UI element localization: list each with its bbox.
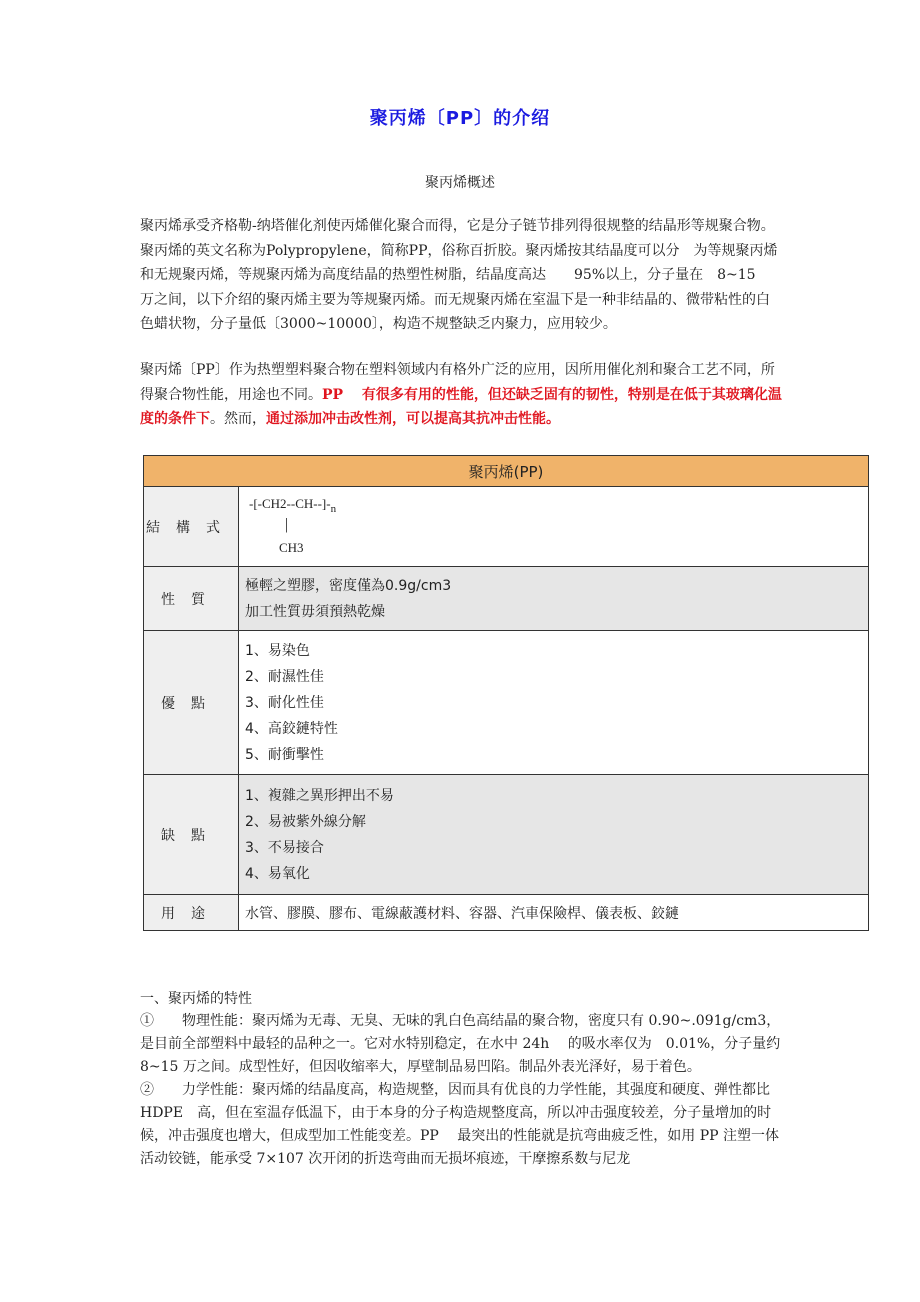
advantages-list <box>239 631 869 775</box>
list-item: 加工性質毋須預熱乾燥 <box>245 603 385 620</box>
list-item: 3、耐化性佳 <box>245 694 324 711</box>
highlight-text-toughness: PP 有很多有用的性能，但还缺乏固有的韧性，特别是在低于其玻璃化温度的条件下 <box>140 386 782 427</box>
list-item: 4、易氧化 <box>245 865 310 882</box>
connector-text: 。然而， <box>210 411 266 427</box>
formula-methyl: CH3 <box>279 539 304 555</box>
disadvantages-list <box>239 775 869 895</box>
list-item: 1、易染色 <box>245 642 310 659</box>
page-title: 聚丙烯〔PP〕的介绍 <box>369 108 551 129</box>
list-item: 2、耐濕性佳 <box>245 668 324 685</box>
overview-paragraph: 聚丙烯承受齐格勒-纳塔催化剂使丙烯催化聚合而得，它是分子链节排列得很规整的结晶形等规聚合物。聚丙烯的英文名称为Polypropylene，简称PP，俗称百折胶。聚丙烯按其结晶度可以分 为等规聚丙烯和无规聚丙烯，等规聚丙烯为高度结晶的热塑性树脂，结晶度高达 95%以上，分子量在 8~15 万之间，以下介绍的聚丙烯主要为等规聚丙烯。而无规聚丙烯在室温下是一种非结晶的、微带粘性的白色蜡状物，分子量低〔3000~10000〕，构造不规整缺乏内聚力，应用较少。 <box>140 218 778 332</box>
list-item: 2、易被紫外線分解 <box>245 813 366 830</box>
list-item: 極輕之塑膠，密度僅為0.9g/cm3 <box>245 577 452 594</box>
mechanical-properties-text: ② 力学性能：聚丙烯的结晶度高，构造规整，因而具有优良的力学性能，其强度和硬度、弹性都比 HDPE 高，但在室温存低温下，由于本身的分子构造规整度高，所以冲击强度较差，分子量增加的时候，冲击强度也增大，但成型加工性能变差。PP 最突出的性能就是抗弯曲疲乏性，如用 PP 注塑一体活动铰链，能承受 7×107 次开闭的折迭弯曲而无损坏痕迹，干摩擦系数与尼龙 <box>140 1082 784 1167</box>
application-text: 聚丙烯〔PP〕作为热塑塑料聚合物在塑料领域内有格外广泛的应用，因所用催化剂和聚合工艺不同，所得聚合物性能，用途也不同。 <box>140 362 775 403</box>
row-label-properties: 性質 <box>144 567 239 631</box>
list-item: 5、耐衝擊性 <box>245 746 324 763</box>
pp-property-table <box>143 455 869 931</box>
list-item: 1、複雜之異形押出不易 <box>245 787 394 804</box>
section-subtitle: 聚丙烯概述 <box>425 175 495 191</box>
structure-formula <box>239 487 869 567</box>
formula-bond: | <box>285 515 289 533</box>
highlight-text-impact: 通过添加冲击改性剂，可以提高其抗冲击性能。 <box>266 411 560 427</box>
section-body <box>140 1010 782 1171</box>
row-label-disadvantages: 缺點 <box>144 775 239 895</box>
uses-text: 水管、膠膜、膠布、電線蔽護材料、容器、汽車保險桿、儀表板、鉸鏈 <box>239 895 869 931</box>
row-label-uses: 用途 <box>144 895 239 931</box>
list-item: 3、不易接合 <box>245 839 324 856</box>
row-label-advantages: 優點 <box>144 631 239 775</box>
table-row-disadvantages <box>144 775 869 895</box>
table-row-advantages <box>144 631 869 775</box>
formula-main: -[-CH2--CH--]- <box>249 495 331 511</box>
list-item: 4、高鉸鏈特性 <box>245 720 338 737</box>
section-heading: 一、聚丙烯的特性 <box>140 991 252 1007</box>
table-row-properties <box>144 567 869 631</box>
application-paragraph <box>140 358 782 432</box>
table-row-structure <box>144 487 869 567</box>
table-header: 聚丙烯(PP) <box>144 456 869 487</box>
table-row-uses <box>144 895 869 931</box>
formula-subscript: n <box>330 502 337 515</box>
row-label-structure: 結構式 <box>144 487 239 567</box>
properties-list <box>239 567 869 631</box>
physical-properties-text: ① 物理性能：聚丙烯为无毒、无臭、无味的乳白色高结晶的聚合物，密度只有 0.90~.091g/cm3，是目前全部塑料中最轻的品种之一。它对水特别稳定，在水中 24h 的吸水率仅为 0.01%，分子量约 8~15 万之间。成型性好，但因收缩率大，厚壁制品易凹陷。制品外表光泽好，易于着色。 <box>140 1013 781 1075</box>
